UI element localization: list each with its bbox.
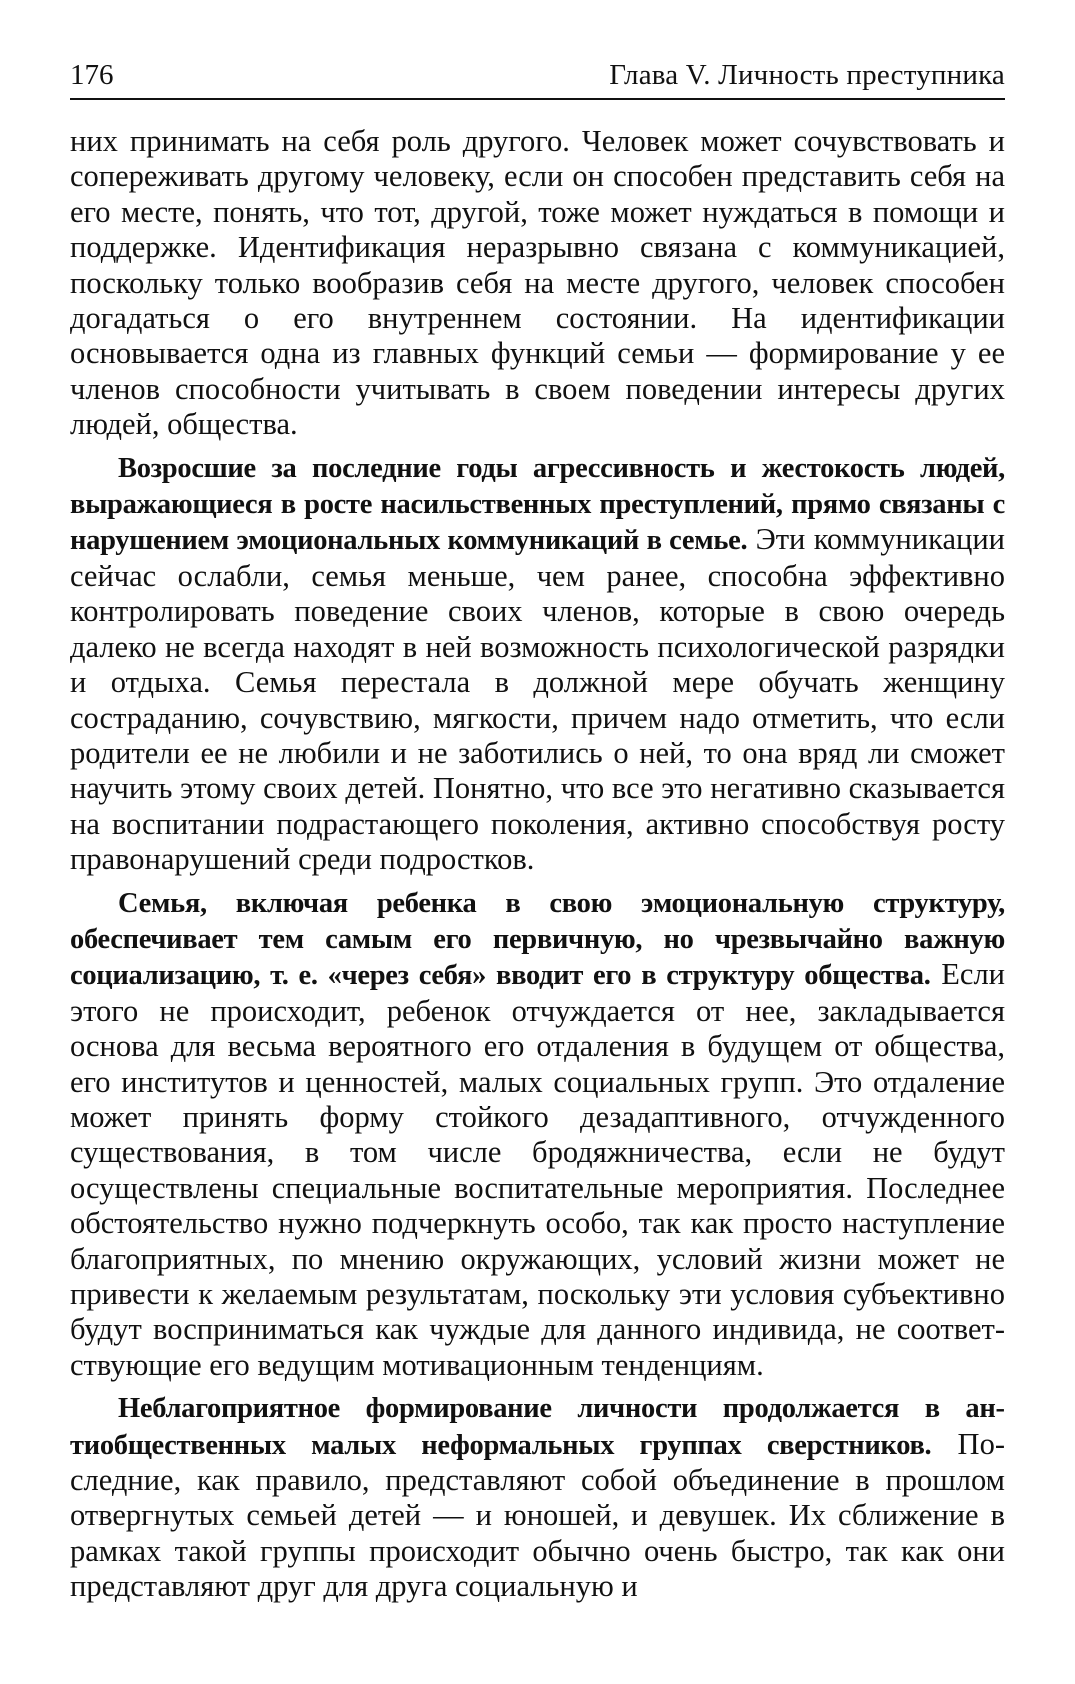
paragraph-text: Эти коммуникации сейчас ослабли, семья меньше, чем ранее, способна эффективно контролировать поведение своих членов, которые в свою очередь далеко не всегда находят в ней возможность психологической разрядки и отдыха. Семья перестала в должной мере обучать женщину состраданию, сочувствию, мягкости, причем надо отметить, что если родители ее не любили и не заботились о ней, то она вряд ли сможет научить этому своих детей. Понятно, что все это негативно сказывается на воспитании подрастающего поколения, активно способствуя росту правонарушений среди подростков. (70, 522, 1005, 877)
page-body (70, 124, 1005, 1605)
paragraph-text: них принимать на себя роль другого. Человек может сочувствовать и сопереживать другому человеку, если он способен представить себя на его месте, понять, что тот, другой, тоже может нуждаться в помощи и поддержке. Идентификация неразрывно связана с коммуникацией, поскольку только вообразив себя на месте другого, человек способен догадаться о его внутреннем состоянии. На идентификации основывается одна из главных функций семьи — формирование у ее членов способности учитывать в своем поведении интересы других людей, общества. (70, 124, 1005, 442)
paragraph-text: Последние, как правило, представляют собой объединение в прошлом отвергнутых семьей детей — и юношей, и девушек. Их сближение в рамках такой группы происходит обычно очень быстро, так как они представляют друг для друга социальную и (70, 1426, 1005, 1604)
paragraph-bold-lead: Возросшие за последние годы агрессивность и жестокость людей, выражающиеся в росте насильственных преступлений, прямо связаны с нарушением эмоциональных коммуникаций в семье. (70, 452, 1005, 557)
paragraph (70, 124, 1005, 443)
book-page (70, 58, 1005, 1605)
paragraph-text: Если этого не происходит, ребенок отчуждается от нее, закладывается основа для весьма вероятного его отдаления в будущем от общества, его институтов и ценностей, малых социальных групп. Это отдаление может принять форму стойкого дезадаптивного, отчужденного существования, в том числе бродяжничества, если не будут осуществлены специальные воспитательные мероприятия. Последнее обстоятельство нужно подчеркнуть особо, так как просто наступление благоприятных, по мнению окружающих, условий жизни может не привести к желаемым результатам, поскольку эти условия субъективно будут восприниматься как чуждые для данного индивида, не соответствующие его ведущим мотивационным тенденциям. (70, 957, 1005, 1382)
page-header (70, 58, 1005, 100)
paragraph-bold-lead: Семья, включая ребенка в свою эмоциональную структуру, обеспечивает тем самым его первичную, но чрезвычайно важную социализацию, т. е. «через себя» вводит его в структуру общества. (70, 887, 1005, 992)
paragraph (70, 885, 1005, 1384)
page-number: 176 (70, 59, 114, 91)
paragraph-bold-lead: Неблагоприятное формирование личности продолжается в антиобщественных малых неформальных группах сверстников. (70, 1393, 1005, 1461)
paragraph (70, 450, 1005, 878)
chapter-title: Глава V. Личность преступника (609, 59, 1005, 91)
paragraph (70, 1390, 1005, 1604)
